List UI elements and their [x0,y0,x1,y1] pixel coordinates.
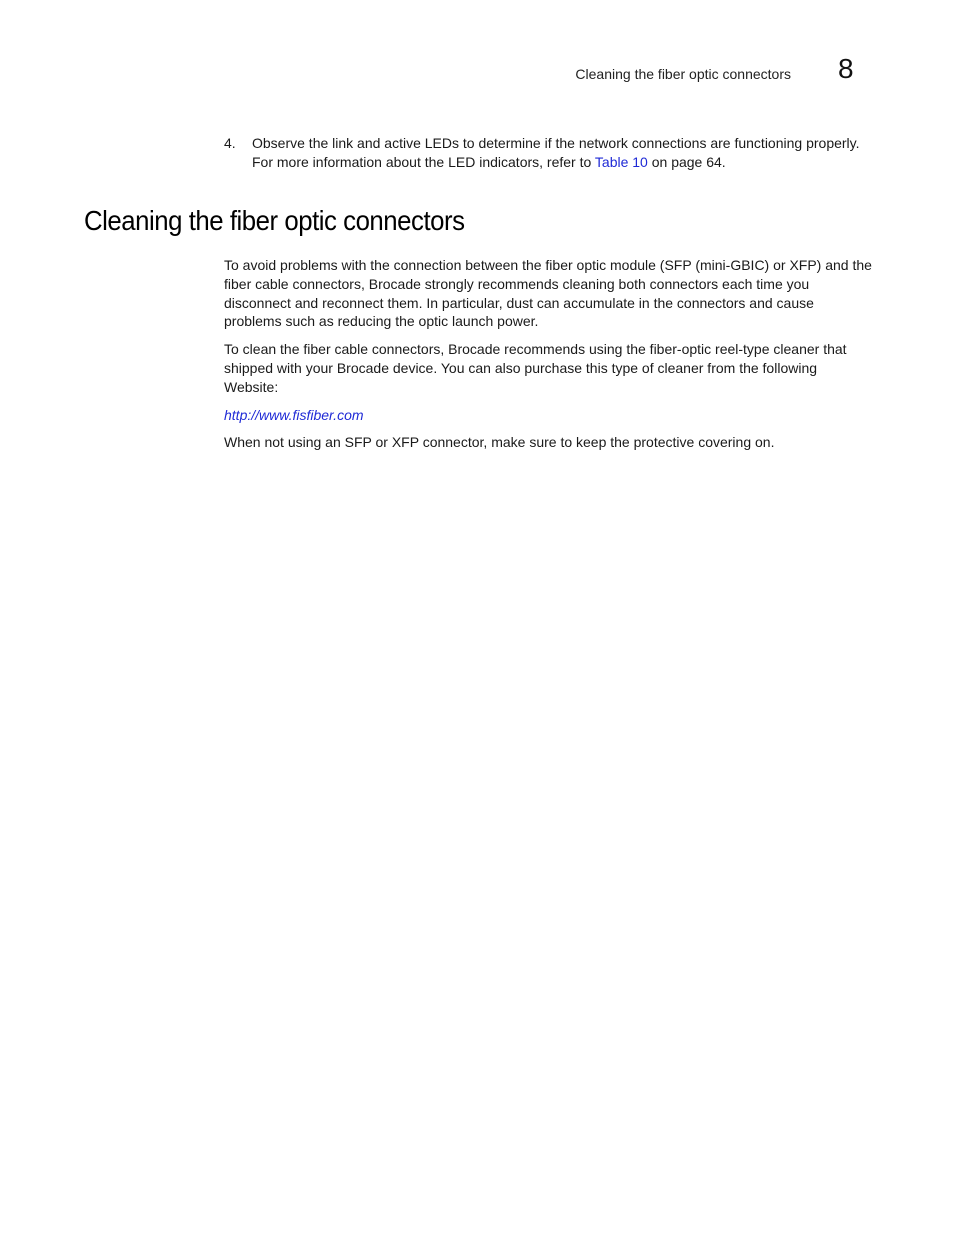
url-paragraph [224,406,872,425]
procedure-step [224,134,864,172]
paragraph-dust-problems: To avoid problems with the connection between the fiber optic module (SFP (mini-GBIC) or XFP) and the fiber cable connectors, Brocade strongly recommends cleaning both connectors each time you disconnect and reconnect them. In particular, dust can accumulate in the connectors and cause problems such as reducing the optic launch power. [224,257,872,330]
paragraph-cleaner-recommendation: To clean the fiber cable connectors, Brocade recommends using the fiber-optic reel-type cleaner that shipped with your Brocade device. You can also purchase this type of cleaner from the following Website: [224,341,847,395]
step-text-after: on page 64. [647,154,726,170]
section-title: Cleaning the fiber optic connectors [84,205,465,236]
step-text [252,134,864,172]
running-header [0,53,954,92]
step-text-before: Observe the link and active LEDs to determine if the network connections are functioning properly. For more information about the LED indicators, refer to [252,135,860,170]
chapter-number: 8 [838,53,854,84]
section-body [224,256,872,461]
running-title: Cleaning the fiber optic connectors [575,66,791,82]
paragraph-protective-covering: When not using an SFP or XFP connector, make sure to keep the protective covering on. [224,434,775,451]
fisfiber-website-link[interactable]: http://www.fisfiber.com [224,406,364,423]
table-10-link[interactable]: Table 10 [594,154,648,170]
step-number: 4. [224,135,236,151]
